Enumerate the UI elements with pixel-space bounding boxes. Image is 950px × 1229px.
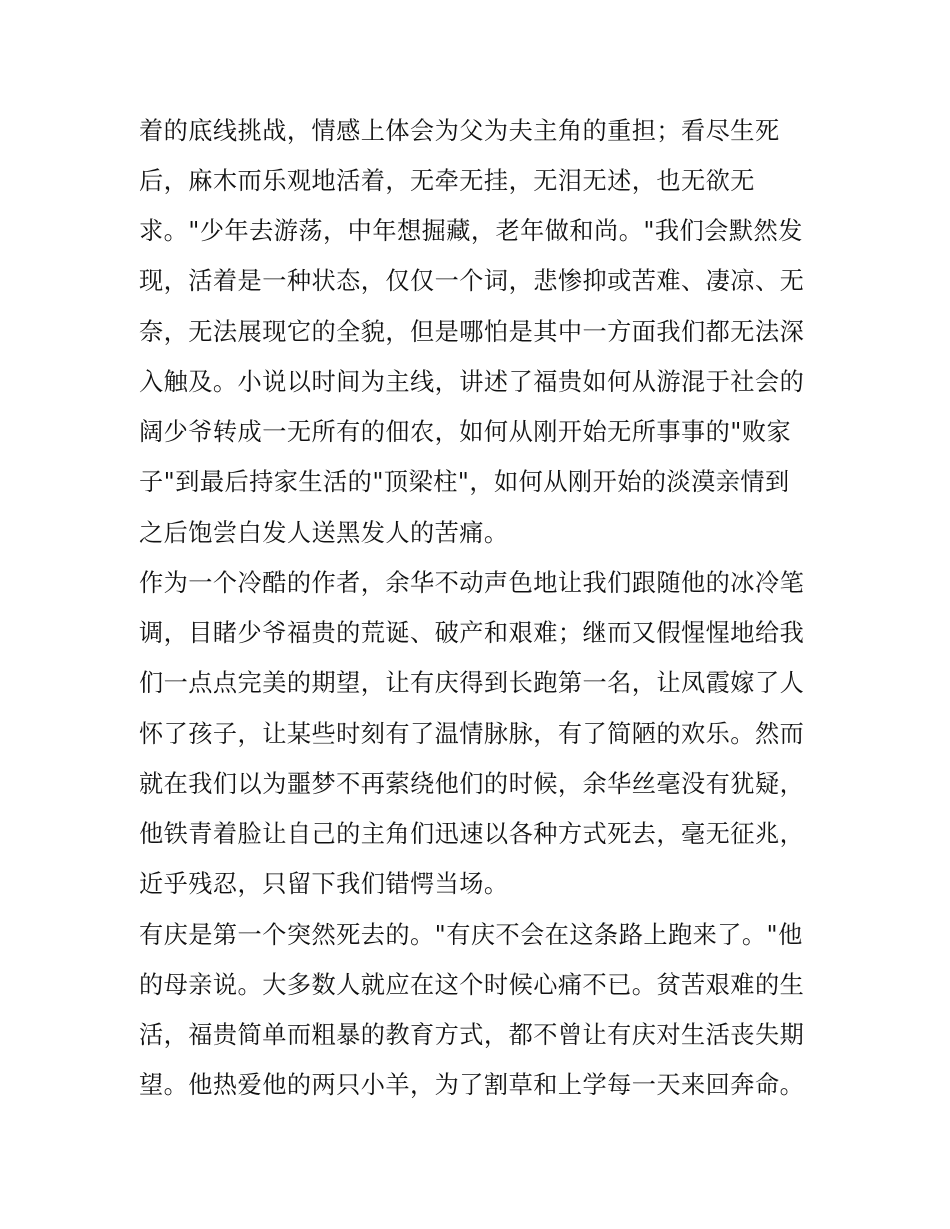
- text-line: 怀了孩子，让某些时刻有了温情脉脉，有了简陋的欢乐。然而: [139, 720, 805, 748]
- text-line: 的母亲说。大多数人就应在这个时候心痛不已。贫苦艰难的生: [139, 971, 805, 999]
- text-line: 奈，无法展现它的全貌，但是哪怕是其中一方面我们都无法深: [139, 318, 805, 346]
- text-line: 之后饱尝白发人送黑发人的苦痛。: [139, 519, 509, 547]
- text-line: 现，活着是一种状态，仅仅一个词，悲惨抑或苦难、凄凉、无: [139, 267, 805, 295]
- text-line: 有庆是第一个突然死去的。"有庆不会在这条路上跑来了。"他: [139, 921, 803, 949]
- text-line: 后，麻木而乐观地活着，无牵无挂，无泪无述，也无欲无: [139, 167, 755, 195]
- text-line: 活，福贵简单而粗暴的教育方式，都不曾让有庆对生活丧失期: [139, 1021, 805, 1049]
- text-line: 他铁青着脸让自己的主角们迅速以各种方式死去，毫无征兆，: [139, 820, 805, 848]
- text-line: 调，目睹少爷福贵的荒诞、破产和艰难；继而又假惺惺地给我: [139, 619, 805, 647]
- text-line: 阔少爷转成一无所有的佃农，如何从刚开始无所事事的"败家: [139, 418, 792, 446]
- text-line: 作为一个冷酷的作者，余华不动声色地让我们跟随他的冰冷笔: [139, 569, 805, 597]
- text-line: 近乎残忍，只留下我们错愕当场。: [139, 870, 509, 898]
- text-line: 着的底线挑战，情感上体会为父为夫主角的重担；看尽生死: [139, 117, 780, 145]
- text-line: 望。他热爱他的两只小羊，为了割草和上学每一天来回奔命。: [139, 1071, 805, 1099]
- text-line: 们一点点完美的期望，让有庆得到长跑第一名，让凤霞嫁了人: [139, 669, 805, 697]
- text-line: 子"到最后持家生活的"顶梁柱"，如何从刚开始的淡漠亲情到: [139, 468, 790, 496]
- text-line: 就在我们以为噩梦不再萦绕他们的时候，余华丝毫没有犹疑，: [139, 770, 805, 798]
- text-line: 求。"少年去游荡，中年想掘藏，老年做和尚。"我们会默然发: [139, 217, 803, 245]
- text-line: 入触及。小说以时间为主线，讲述了福贵如何从游混于社会的: [139, 368, 805, 396]
